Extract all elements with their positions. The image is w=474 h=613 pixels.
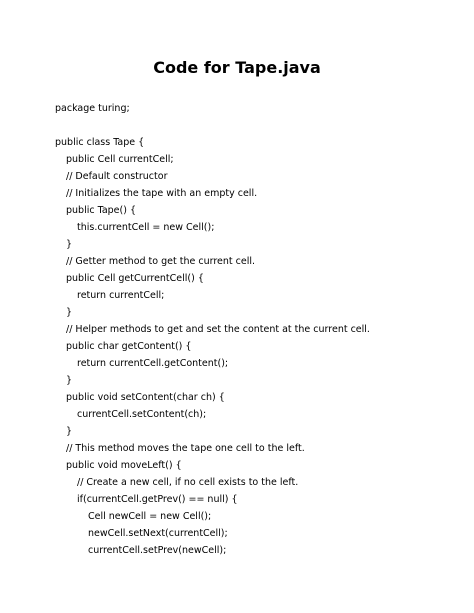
code-line: } xyxy=(66,375,73,386)
code-line: public class Tape { xyxy=(55,137,145,148)
code-line: // Create a new cell, if no cell exists to the left. xyxy=(77,477,299,488)
code-line: } xyxy=(66,307,73,318)
code-line: newCell.setNext(currentCell); xyxy=(88,528,228,539)
code-line: // This method moves the tape one cell to the left. xyxy=(66,443,305,454)
code-line: // Getter method to get the current cell. xyxy=(66,256,255,267)
code-line: package turing; xyxy=(55,103,130,114)
code-line: this.currentCell = new Cell(); xyxy=(77,222,215,233)
code-line: public void moveLeft() { xyxy=(66,460,182,471)
code-line: public Cell getCurrentCell() { xyxy=(66,273,204,284)
code-line: // Initializes the tape with an empty cell. xyxy=(66,188,258,199)
code-line: return currentCell; xyxy=(77,290,165,301)
code-line: return currentCell.getContent(); xyxy=(77,358,229,369)
code-line: // Helper methods to get and set the content at the current cell. xyxy=(66,324,370,335)
document-title: Code for Tape.java xyxy=(153,58,321,77)
code-line: } xyxy=(66,239,73,250)
code-line: // Default constructor xyxy=(66,171,168,182)
code-line: public void setContent(char ch) { xyxy=(66,392,225,403)
code-line: if(currentCell.getPrev() == null) { xyxy=(77,494,238,505)
code-line: public Tape() { xyxy=(66,205,137,216)
code-line: currentCell.setContent(ch); xyxy=(77,409,207,420)
code-line: Cell newCell = new Cell(); xyxy=(88,511,212,522)
code-line: public char getContent() { xyxy=(66,341,192,352)
code-line: } xyxy=(66,426,73,437)
code-line: public Cell currentCell; xyxy=(66,154,174,165)
code-line: currentCell.setPrev(newCell); xyxy=(88,545,227,556)
